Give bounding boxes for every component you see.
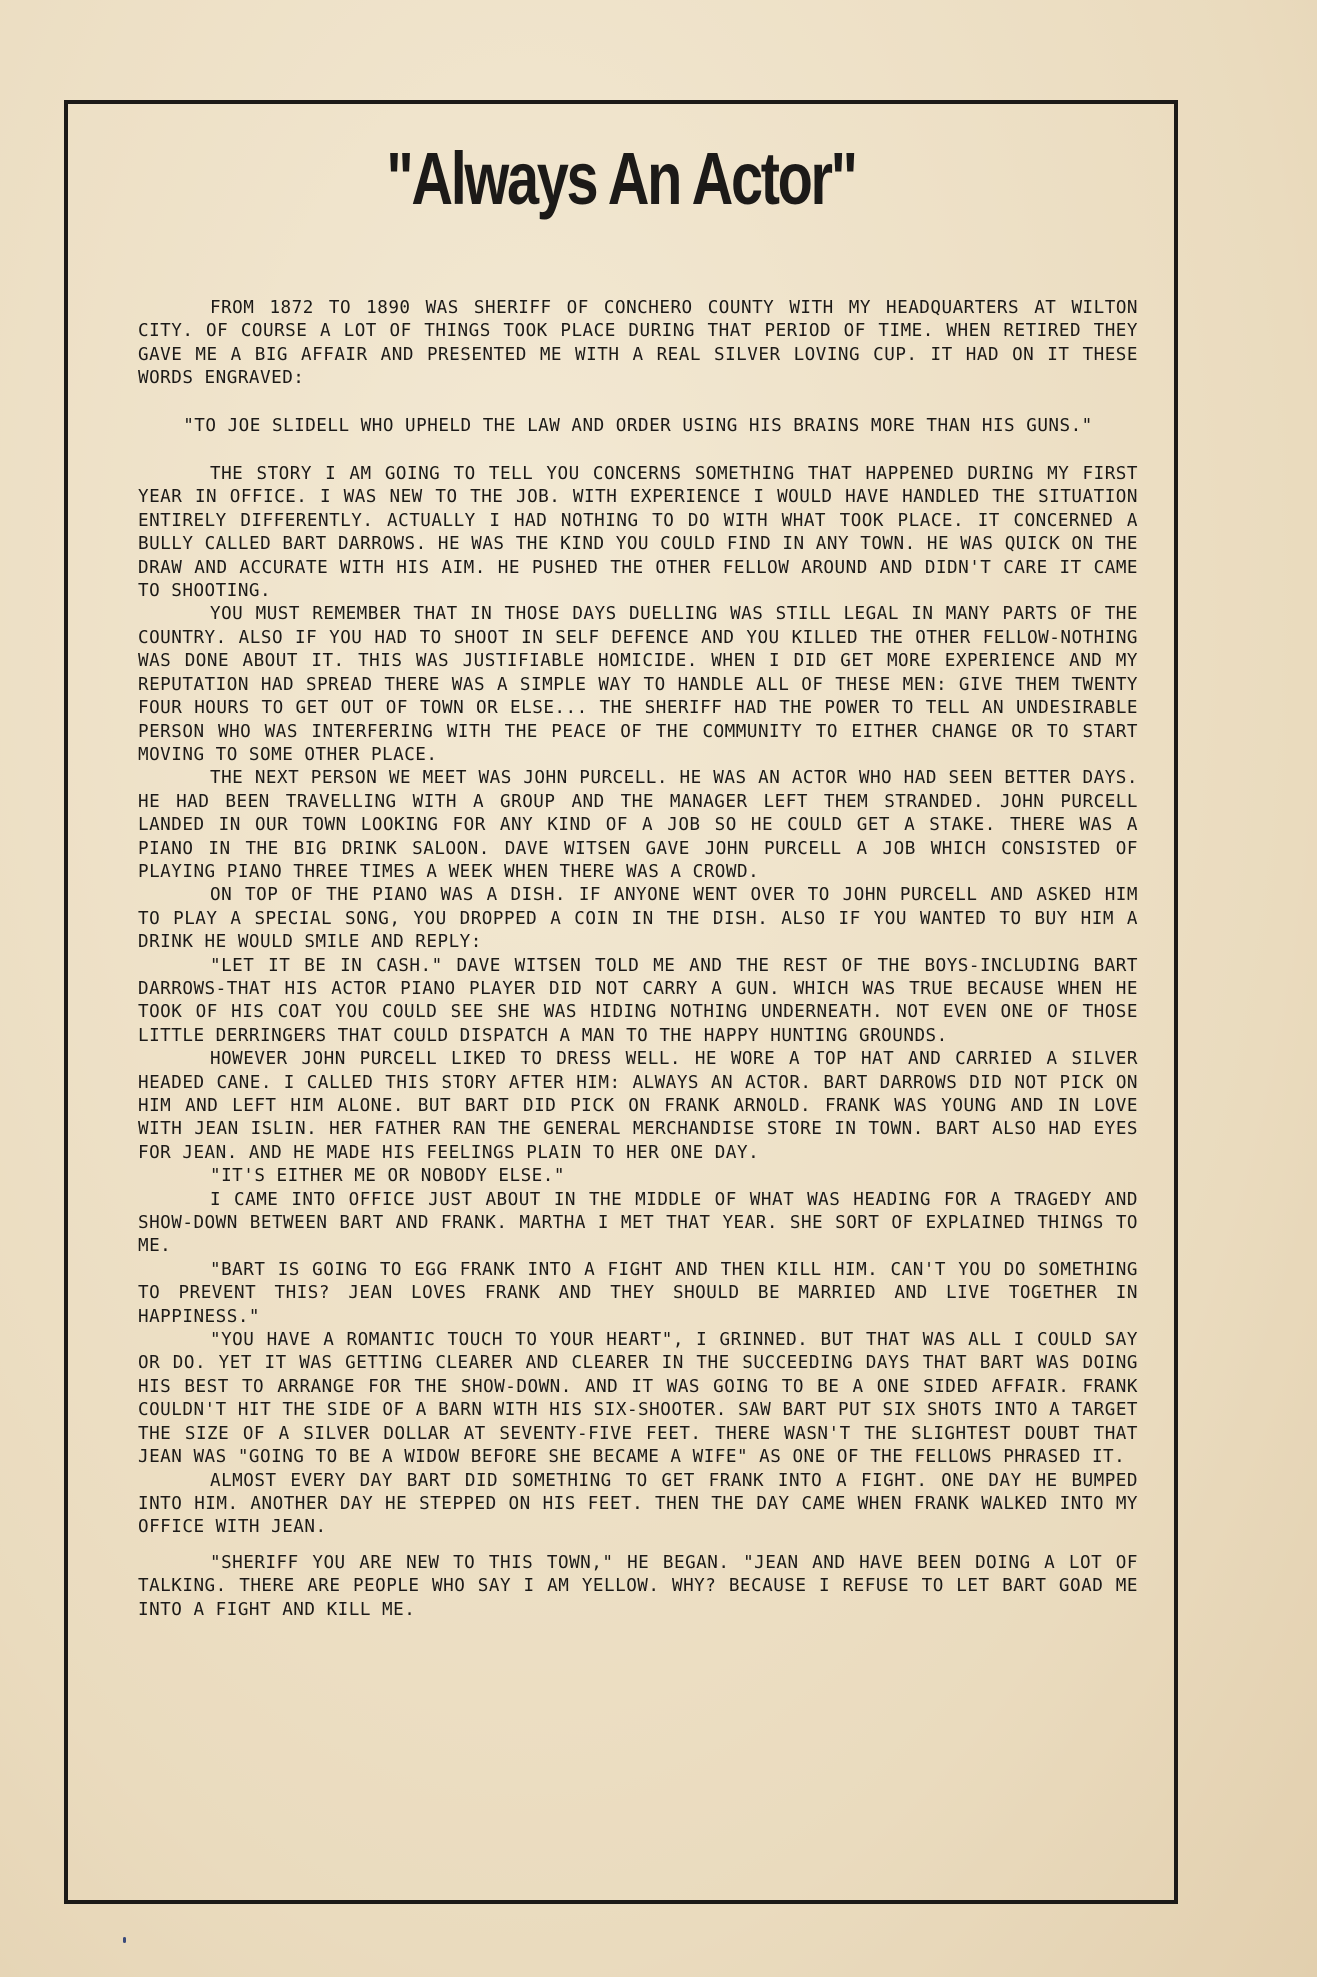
paragraph: YOU MUST REMEMBER THAT IN THOSE DAYS DUELLING WAS STILL LEGAL IN MANY PARTS OF THE COUNTRY. ALSO IF YOU HAD TO SHOOT IN SELF DEFENCE AND YOU KILLED THE OTHER FELLOW-NOTHING WAS DONE ABOUT IT. THIS WAS JUSTIFIABLE HOMICIDE. WHEN I DID GET MORE EXPERIENCE AND MY REPUTATION HAD SPREAD THERE WAS A SIMPLE WAY TO HANDLE ALL OF THESE MEN: GIVE THEM TWENTY FOUR HOURS TO GET OUT OF TOWN OR ELSE... THE SHERIFF HAD THE POWER TO TELL AN UNDESIRABLE PERSON WHO WAS INTERFERING WITH THE PEACE OF THE COMMUNITY TO EITHER CHANGE OR TO START MOVING TO SOME OTHER PLACE.	[138, 604, 1138, 765]
paragraph: "BART IS GOING TO EGG FRANK INTO A FIGHT AND THEN KILL HIM. CAN'T YOU DO SOMETHING TO PREVENT THIS? JEAN LOVES FRANK AND THEY SHOULD BE MARRIED AND LIVE TOGETHER IN HAPPINESS."	[138, 1259, 1138, 1327]
page-border-frame	[64, 100, 1178, 1904]
paragraph: THE NEXT PERSON WE MEET WAS JOHN PURCELL. HE WAS AN ACTOR WHO HAD SEEN BETTER DAYS. HE HAD BEEN TRAVELLING WITH A GROUP AND THE MANAGER LEFT THEM STRANDED. JOHN PURCELL LANDED IN OUR TOWN LOOKING FOR ANY KIND OF A JOB SO HE COULD GET A STAKE. THERE WAS A PIANO IN THE BIG DRINK SALOON. DAVE WITSEN GAVE JOHN PURCELL A JOB WHICH CONSISTED OF PLAYING PIANO THREE TIMES A WEEK WHEN THERE WAS A CROWD.	[138, 768, 1138, 882]
paragraph: "LET IT BE IN CASH." DAVE WITSEN TOLD ME AND THE REST OF THE BOYS-INCLUDING BART DARROWS-THAT HIS ACTOR PIANO PLAYER DID NOT CARRY A GUN. WHICH WAS TRUE BECAUSE WHEN HE TOOK OF HIS COAT YOU COULD SEE SHE WAS HIDING NOTHING UNDERNEATH. NOT EVEN ONE OF THOSE LITTLE DERRINGERS THAT COULD DISPATCH A MAN TO THE HAPPY HUNTING GROUNDS.	[138, 955, 1138, 1046]
paragraph: THE STORY I AM GOING TO TELL YOU CONCERNS SOMETHING THAT HAPPENED DURING MY FIRST YEAR IN OFFICE. I WAS NEW TO THE JOB. WITH EXPERIENCE I WOULD HAVE HANDLED THE SITUATION ENTIRELY DIFFERENTLY. ACTUALLY I HAD NOTHING TO DO WITH WHAT TOOK PLACE. IT CONCERNED A BULLY CALLED BART DARROWS. HE WAS THE KIND YOU COULD FIND IN ANY TOWN. HE WAS QUICK ON THE DRAW AND ACCURATE WITH HIS AIM. HE PUSHED THE OTHER FELLOW AROUND AND DIDN'T CARE IT CAME TO SHOOTING.	[138, 464, 1138, 602]
paragraph: HOWEVER JOHN PURCELL LIKED TO DRESS WELL. HE WORE A TOP HAT AND CARRIED A SILVER HEADED CANE. I CALLED THIS STORY AFTER HIM: ALWAYS AN ACTOR. BART DARROWS DID NOT PICK ON HIM AND LEFT HIM ALONE. BUT BART DID PICK ON FRANK ARNOLD. FRANK WAS YOUNG AND IN LOVE WITH JEAN ISLIN. HER FATHER RAN THE GENERAL MERCHANDISE STORE IN TOWN. BART ALSO HAD EYES FOR JEAN. AND HE MADE HIS FEELINGS PLAIN TO HER ONE DAY.	[138, 1049, 1138, 1163]
paragraph: "IT'S EITHER ME OR NOBODY ELSE."	[210, 1166, 565, 1187]
paragraph: "YOU HAVE A ROMANTIC TOUCH TO YOUR HEART", I GRINNED. BUT THAT WAS ALL I COULD SAY OR DO. YET IT WAS GETTING CLEARER AND CLEARER IN THE SUCCEEDING DAYS THAT BART WAS DOING HIS BEST TO ARRANGE FOR THE SHOW-DOWN. AND IT WAS GOING TO BE A ONE SIDED AFFAIR. FRANK COULDN'T HIT THE SIDE OF A BARN WITH HIS SIX-SHOOTER. SAW BART PUT SIX SHOTS INTO A TARGET THE SIZE OF A SILVER DOLLAR AT SEVENTY-FIVE FEET. THERE WASN'T THE SLIGHTEST DOUBT THAT JEAN WAS "GOING TO BE A WIDOW BEFORE SHE BECAME A WIFE" AS ONE OF THE FELLOWS PHRASED IT.	[138, 1330, 1138, 1468]
engraving-quote: "TO JOE SLIDELL WHO UPHELD THE LAW AND ORDER USING HIS BRAINS MORE THAN HIS GUNS."	[183, 415, 1093, 436]
ink-smudge	[123, 1937, 126, 1943]
paragraph: ON TOP OF THE PIANO WAS A DISH. IF ANYONE WENT OVER TO JOHN PURCELL AND ASKED HIM TO PLAY A SPECIAL SONG, YOU DROPPED A COIN IN THE DISH. ALSO IF YOU WANTED TO BUY HIM A DRINK HE WOULD SMILE AND REPLY:	[138, 885, 1138, 953]
paragraph: FROM 1872 TO 1890 WAS SHERIFF OF CONCHERO COUNTY WITH MY HEADQUARTERS AT WILTON CITY. OF COURSE A LOT OF THINGS TOOK PLACE DURING THAT PERIOD OF TIME. WHEN RETIRED THEY GAVE ME A BIG AFFAIR AND PRESENTED ME WITH A REAL SILVER LOVING CUP. IT HAD ON IT THESE WORDS ENGRAVED:	[138, 298, 1138, 389]
article-title: "Always An Actor"	[386, 137, 856, 220]
article-body	[138, 297, 1138, 1622]
paragraph: ALMOST EVERY DAY BART DID SOMETHING TO GET FRANK INTO A FIGHT. ONE DAY HE BUMPED INTO HIM. ANOTHER DAY HE STEPPED ON HIS FEET. THEN THE DAY CAME WHEN FRANK WALKED INTO MY OFFICE WITH JEAN.	[138, 1470, 1138, 1538]
paragraph: "SHERIFF YOU ARE NEW TO THIS TOWN," HE BEGAN. "JEAN AND HAVE BEEN DOING A LOT OF TALKING. THERE ARE PEOPLE WHO SAY I AM YELLOW. WHY? BECAUSE I REFUSE TO LET BART GOAD ME INTO A FIGHT AND KILL ME.	[138, 1552, 1138, 1620]
paragraph: I CAME INTO OFFICE JUST ABOUT IN THE MIDDLE OF WHAT WAS HEADING FOR A TRAGEDY AND SHOW-DOWN BETWEEN BART AND FRANK. MARTHA I MET THAT YEAR. SHE SORT OF EXPLAINED THINGS TO ME.	[138, 1189, 1138, 1257]
